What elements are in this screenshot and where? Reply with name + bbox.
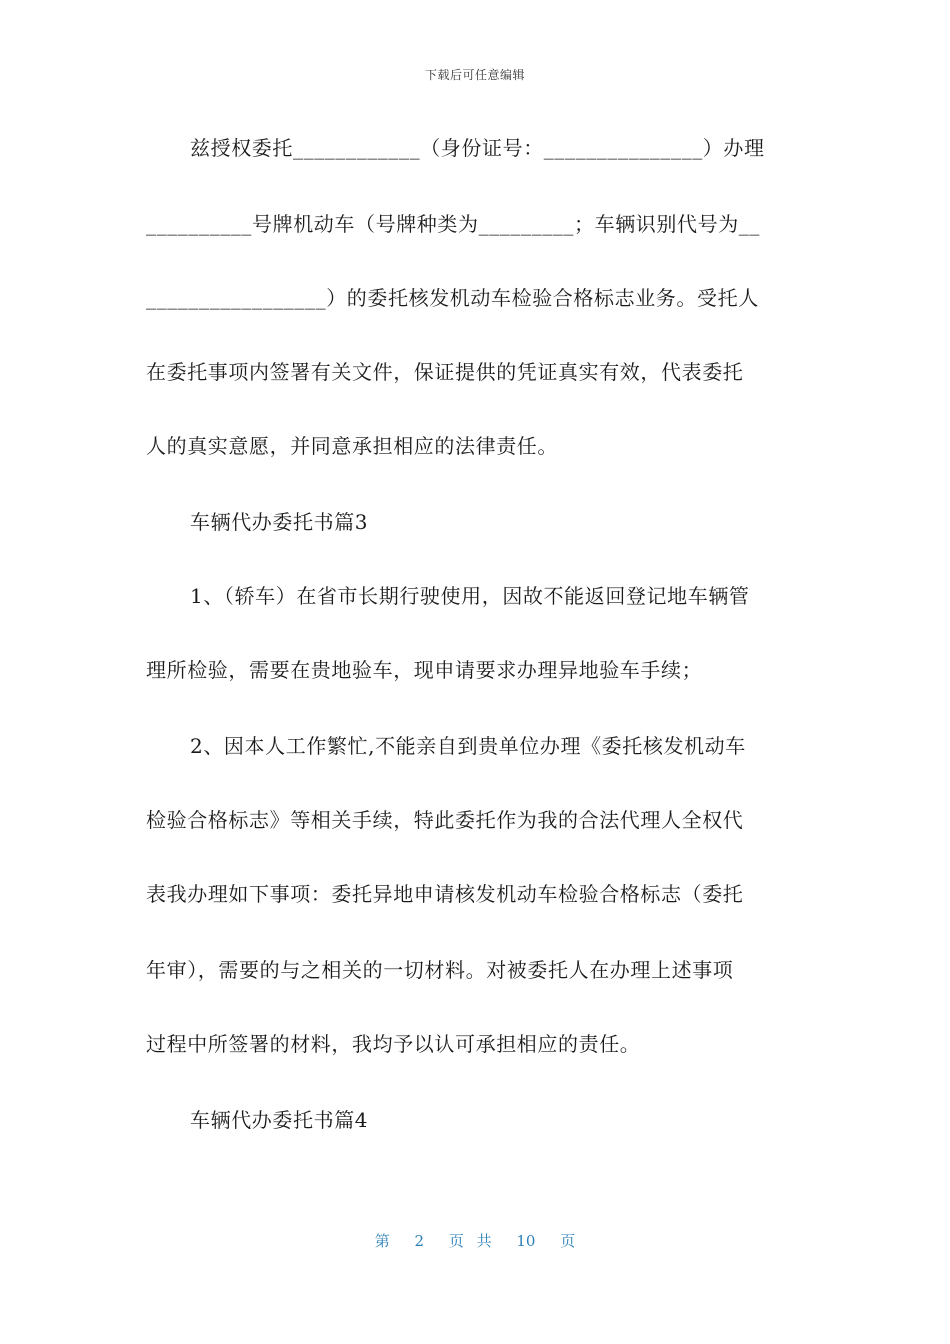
paragraph-line: _________________）的委托核发机动车检验合格标志业务。受托人 — [146, 286, 759, 310]
page-footer — [0, 1230, 950, 1251]
paragraph-line: 1、（轿车）在省市长期行驶使用，因故不能返回登记地车辆管 — [190, 584, 750, 608]
footer-prefix: 第 — [374, 1232, 390, 1250]
header-note: 下载后可任意编辑 — [424, 68, 525, 82]
paragraph-line: 检验合格标志》等相关手续，特此委托作为我的合法代理人全权代 — [146, 808, 744, 832]
footer-middle: 页 共 — [448, 1232, 492, 1250]
paragraph-line: 在委托事项内签署有关文件，保证提供的凭证真实有效，代表委托 — [146, 360, 744, 384]
footer-page-number: 2 — [414, 1232, 425, 1250]
paragraph-line: 过程中所签署的材料，我均予以认可承担相应的责任。 — [146, 1032, 641, 1056]
paragraph-line: 2、因本人工作繁忙,不能亲自到贵单位办理《委托核发机动车 — [190, 734, 746, 758]
paragraph-line: __________号牌机动车（号牌种类为_________；车辆识别代号为__ — [146, 212, 760, 236]
paragraph-line: 表我办理如下事项：委托异地申请核发机动车检验合格标志（委托 — [146, 882, 744, 906]
paragraph-line: 理所检验，需要在贵地验车，现申请要求办理异地验车手续； — [146, 658, 703, 682]
section-heading: 车辆代办委托书篇4 — [190, 1108, 369, 1132]
section-heading: 车辆代办委托书篇3 — [190, 510, 369, 534]
paragraph-line: 年审），需要的与之相关的一切材料。对被委托人在办理上述事项 — [146, 958, 734, 982]
footer-total-pages: 10 — [516, 1232, 536, 1250]
footer-suffix: 页 — [560, 1232, 576, 1250]
paragraph-line: 人的真实意愿，并同意承担相应的法律责任。 — [146, 434, 558, 458]
paragraph-line: 兹授权委托____________（身份证号：_______________）办理 — [190, 136, 765, 160]
